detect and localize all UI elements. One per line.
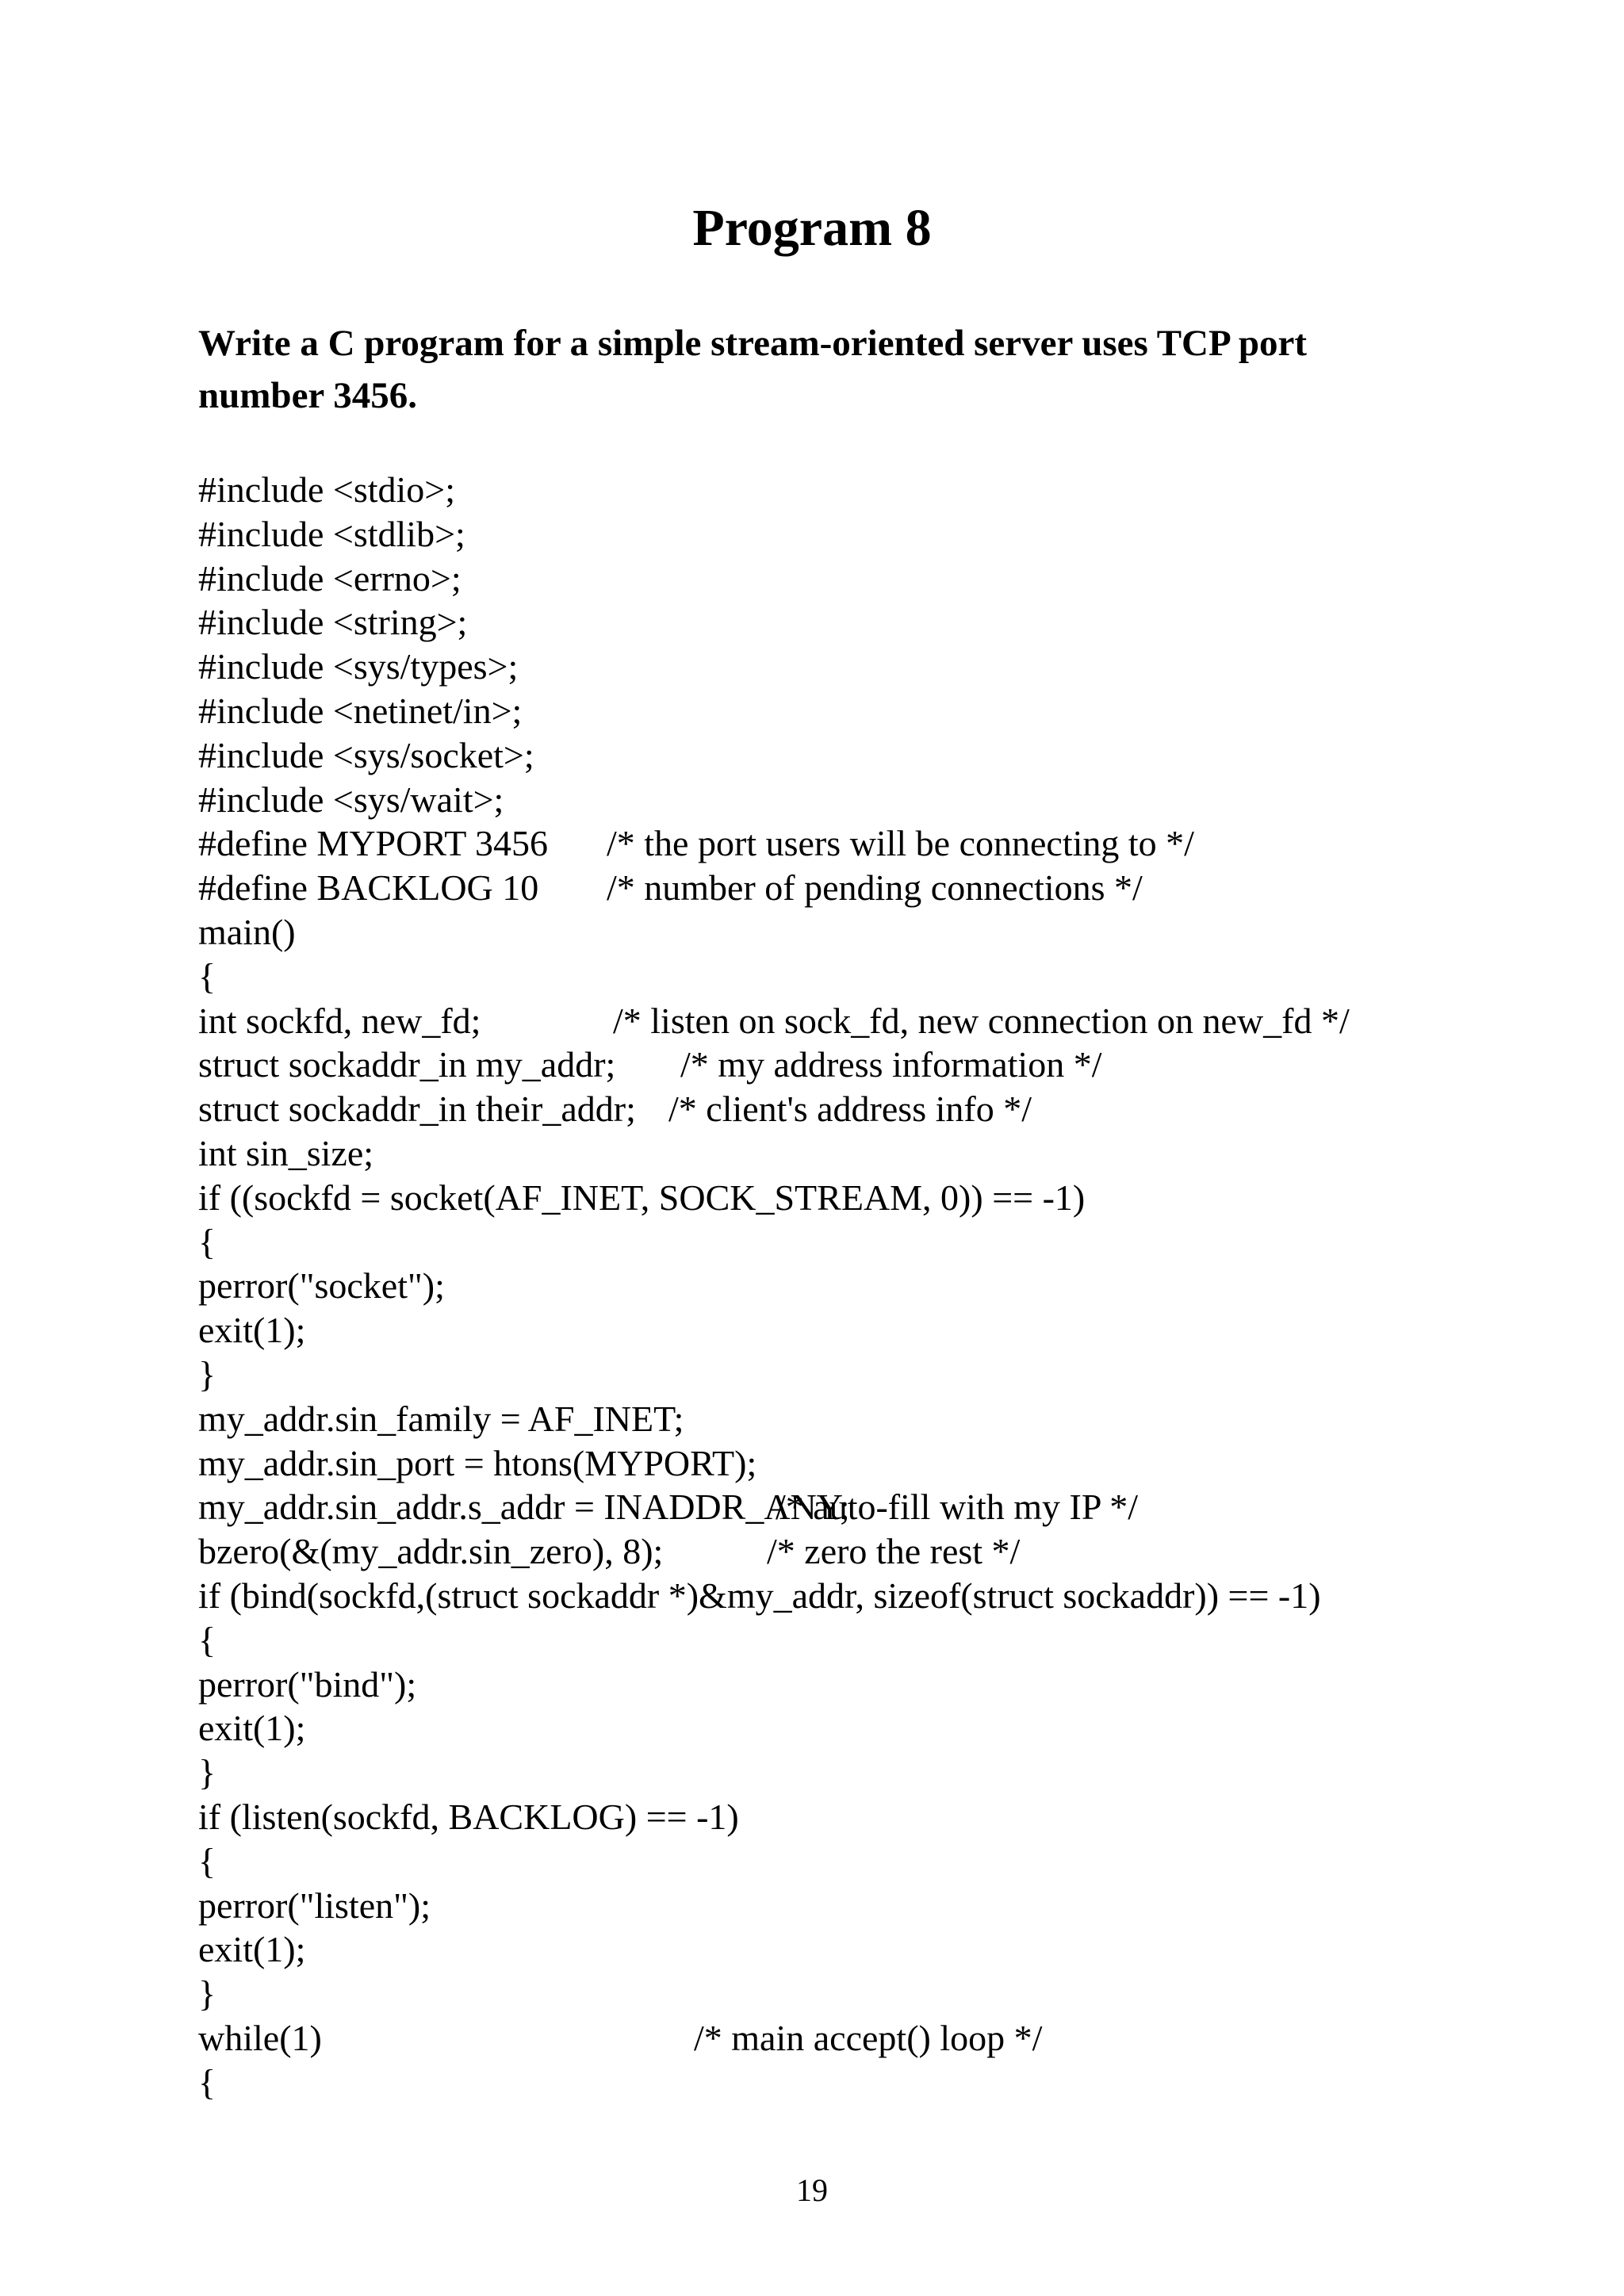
code-line <box>198 1574 1435 1618</box>
code-text: exit(1); <box>198 1929 306 1970</box>
code-text: #include <errno>; <box>198 557 462 599</box>
code-text: } <box>198 1973 216 2015</box>
code-text: exit(1); <box>198 1708 306 1749</box>
code-comment: /* the port users will be connecting to */ <box>607 823 1194 864</box>
task-statement: Write a C program for a simple stream-oriented server uses TCP port number 3456. <box>198 323 1308 416</box>
code-line <box>198 1353 1435 1397</box>
code-text: #define BACKLOG 10 <box>198 867 539 909</box>
code-line <box>198 821 1435 866</box>
code-line <box>198 600 1435 645</box>
code-comment: /* client's address info */ <box>668 1089 1032 1130</box>
code-text: struct sockaddr_in my_addr; <box>198 1044 616 1085</box>
code-line <box>198 1220 1435 1265</box>
code-text: #include <sys/wait>; <box>198 779 504 820</box>
code-text: int sin_size; <box>198 1132 374 1173</box>
code-line <box>198 1618 1435 1663</box>
page-title: Program 8 <box>692 199 932 257</box>
code-line <box>198 1663 1435 1707</box>
code-comment: /* number of pending connections */ <box>607 867 1143 909</box>
code-line <box>198 866 1435 910</box>
code-text: perror("socket"); <box>198 1265 445 1307</box>
code-line <box>198 955 1435 999</box>
code-text: #include <stdlib>; <box>198 513 465 554</box>
code-line <box>198 1751 1435 1795</box>
code-text: perror("bind"); <box>198 1663 417 1705</box>
code-text: exit(1); <box>198 1310 306 1351</box>
code-comment: /* auto-fill with my IP */ <box>776 1487 1138 1528</box>
code-line <box>198 689 1435 733</box>
code-line <box>198 2016 1435 2061</box>
code-text: { <box>198 1221 216 1262</box>
code-text: { <box>198 1619 216 1660</box>
page-number: 19 <box>796 2172 828 2208</box>
code-text: #include <string>; <box>198 602 468 643</box>
code-line <box>198 999 1435 1043</box>
code-line <box>198 1884 1435 1928</box>
code-text: #include <netinet/in>; <box>198 690 523 731</box>
code-text: while(1) <box>198 2017 322 2058</box>
code-line <box>198 1485 1435 1529</box>
code-line <box>198 468 1435 512</box>
code-text: if (bind(sockfd,(struct sockaddr *)&my_addr, sizeof(struct sockaddr)) == -1) <box>198 1575 1321 1616</box>
code-text: { <box>198 1840 216 1881</box>
code-text: #include <sys/types>; <box>198 646 519 687</box>
code-line <box>198 1441 1435 1486</box>
code-line <box>198 910 1435 955</box>
code-comment: /* listen on sock_fd, new connection on new_fd */ <box>613 1000 1350 1041</box>
code-text: { <box>198 955 216 997</box>
code-text: if ((sockfd = socket(AF_INET, SOCK_STREAM, 0)) == -1) <box>198 1177 1086 1218</box>
code-line <box>198 1176 1435 1220</box>
code-line <box>198 512 1435 557</box>
code-line <box>198 1972 1435 2016</box>
code-line <box>198 778 1435 822</box>
code-text: if (listen(sockfd, BACKLOG) == -1) <box>198 1796 739 1837</box>
code-text: #include <stdio>; <box>198 469 456 510</box>
code-line <box>198 1043 1435 1087</box>
code-line <box>198 1795 1435 1839</box>
code-line <box>198 1131 1435 1176</box>
code-text: my_addr.sin_family = AF_INET; <box>198 1398 684 1439</box>
code-text: my_addr.sin_addr.s_addr = INADDR_ANY; <box>198 1487 850 1528</box>
code-text: } <box>198 1353 216 1395</box>
code-text: struct sockaddr_in their_addr; <box>198 1089 636 1130</box>
code-text: perror("listen"); <box>198 1885 431 1926</box>
code-line <box>198 1087 1435 1131</box>
code-line <box>198 733 1435 778</box>
code-text: main() <box>198 911 296 952</box>
code-line <box>198 1927 1435 1972</box>
code-line <box>198 1264 1435 1308</box>
code-text: } <box>198 1752 216 1793</box>
code-text: int sockfd, new_fd; <box>198 1000 481 1041</box>
code-text: #include <sys/socket>; <box>198 734 534 775</box>
code-line <box>198 1706 1435 1751</box>
code-line <box>198 557 1435 601</box>
code-text: bzero(&(my_addr.sin_zero), 8); <box>198 1531 664 1572</box>
code-text: my_addr.sin_port = htons(MYPORT); <box>198 1442 757 1483</box>
code-line <box>198 1397 1435 1441</box>
code-listing <box>198 468 1435 2104</box>
code-comment: /* zero the rest */ <box>767 1531 1021 1572</box>
code-line <box>198 2061 1435 2105</box>
code-line <box>198 1529 1435 1574</box>
code-line <box>198 1308 1435 1353</box>
code-line <box>198 1839 1435 1884</box>
code-line <box>198 645 1435 689</box>
code-comment: /* my address information */ <box>680 1044 1102 1085</box>
code-text: #define MYPORT 3456 <box>198 823 549 864</box>
code-text: { <box>198 2061 216 2103</box>
code-comment: /* main accept() loop */ <box>694 2017 1043 2058</box>
